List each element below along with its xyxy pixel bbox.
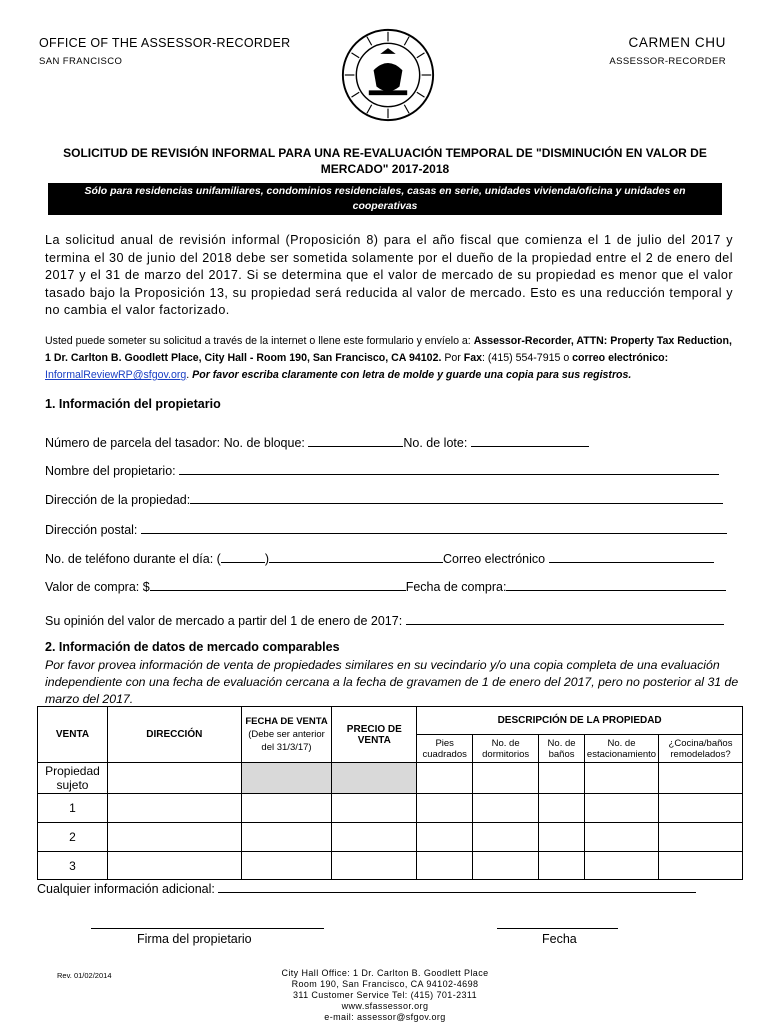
- purchase-date-label: Fecha de compra:: [405, 580, 507, 594]
- footer-line: City Hall Office: 1 Dr. Carlton B. Goodlett Place: [281, 968, 489, 978]
- email-link[interactable]: InformalReviewRP@sfgov.org: [45, 369, 187, 381]
- comparables-table: [37, 706, 743, 880]
- sub-pies: Pies cuadrados: [417, 735, 473, 763]
- block-number-field[interactable]: [308, 434, 403, 447]
- owner-name-field[interactable]: [179, 462, 719, 475]
- cell[interactable]: [332, 823, 417, 852]
- cell[interactable]: [659, 823, 743, 852]
- area-code-field[interactable]: [221, 550, 265, 563]
- col-venta: VENTA: [38, 707, 108, 763]
- mailing-address-row: [45, 521, 727, 537]
- submit-text-1: Usted puede someter su solicitud a través de la internet o llene este formulario y envíelo a:: [45, 335, 474, 347]
- date-signature-line[interactable]: [497, 928, 618, 929]
- sub-banos: No. de baños: [539, 735, 585, 763]
- row-label: 3: [38, 852, 108, 880]
- cell[interactable]: [585, 823, 659, 852]
- office-subtitle: SAN FRANCISCO: [39, 56, 123, 67]
- cell[interactable]: [585, 763, 659, 794]
- office-header: [39, 36, 290, 67]
- email-label: correo electrónico:: [572, 352, 669, 364]
- property-address-field[interactable]: [190, 491, 723, 504]
- phone-close: ): [264, 552, 269, 566]
- section-2-heading: 2. Información de datos de mercado comparables: [45, 640, 340, 654]
- col-fecha-bold: FECHA DE VENTA: [245, 716, 328, 727]
- cell[interactable]: [659, 852, 743, 880]
- additional-info-row: [37, 880, 696, 896]
- table-row: [38, 823, 743, 852]
- cell[interactable]: [417, 852, 473, 880]
- cell[interactable]: [417, 823, 473, 852]
- cell[interactable]: [332, 794, 417, 823]
- opinion-value-field[interactable]: [406, 612, 724, 625]
- purchase-date-field[interactable]: [506, 578, 726, 591]
- row-label: 2: [38, 823, 108, 852]
- footer-line: 311 Customer Service Tel: (415) 701-2311: [292, 990, 478, 1000]
- property-address-label: Dirección de la propiedad:: [45, 493, 191, 507]
- cell[interactable]: [417, 794, 473, 823]
- mailing-address-field[interactable]: [141, 521, 727, 534]
- cell[interactable]: [473, 852, 539, 880]
- row-label: Propiedad sujeto: [38, 763, 108, 794]
- sub-estacionamiento: No. de estacionamiento: [585, 735, 659, 763]
- col-direccion: DIRECCIÓN: [107, 707, 241, 763]
- submission-instructions: [45, 333, 733, 384]
- assessor-name: CARMEN CHU: [628, 35, 726, 50]
- phone-label: No. de teléfono durante el día: (: [45, 552, 221, 566]
- purchase-price-field[interactable]: [150, 578, 406, 591]
- footer-link[interactable]: e-mail: assessor@sfgov.org: [324, 1012, 446, 1022]
- cell[interactable]: [241, 823, 332, 852]
- cell[interactable]: [332, 852, 417, 880]
- cell[interactable]: [585, 794, 659, 823]
- date-label: Fecha: [542, 932, 577, 946]
- row-label: 1: [38, 794, 108, 823]
- owner-signature-label: Firma del propietario: [137, 932, 252, 946]
- cell[interactable]: [539, 763, 585, 794]
- cell[interactable]: [417, 763, 473, 794]
- phone-email-row: [45, 550, 714, 566]
- assessor-title: ASSESSOR-RECORDER: [609, 56, 726, 67]
- parcel-row: [45, 434, 589, 450]
- submit-text-2: Por: [441, 352, 464, 364]
- lot-label: No. de lote:: [403, 436, 471, 450]
- sub-cocina: ¿Cocina/baños remodelados?: [659, 735, 743, 763]
- additional-info-label: Cualquier información adicional:: [37, 882, 219, 896]
- owner-label: Nombre del propietario:: [45, 464, 180, 478]
- lot-number-field[interactable]: [471, 434, 589, 447]
- opinion-label: Su opinión del valor de mercado a partir del 1 de enero de 2017:: [45, 614, 406, 628]
- cell[interactable]: [473, 823, 539, 852]
- cell[interactable]: [473, 794, 539, 823]
- city-seal-icon: [340, 27, 436, 123]
- cell[interactable]: [539, 823, 585, 852]
- col-fecha: [241, 707, 332, 763]
- cell: [332, 763, 417, 794]
- purchase-price-label: Valor de compra: $: [45, 580, 150, 594]
- form-title: SOLICITUD DE REVISIÓN INFORMAL PARA UNA RE-EVALUACIÓN TEMPORAL DE "DISMINUCIÓN EN VALOR DE MERCADO" 2017-2018: [63, 146, 707, 176]
- cell[interactable]: [107, 852, 241, 880]
- cell[interactable]: [473, 763, 539, 794]
- owner-signature-line[interactable]: [91, 928, 324, 929]
- eligibility-band: Sólo para residencias unifamiliares, condominios residenciales, casas en serie, unidades vivienda/oficina y unidades en cooperativas: [48, 183, 722, 215]
- opinion-row: [45, 612, 724, 628]
- section-1-heading: 1. Información del propietario: [45, 397, 221, 411]
- owner-row: [45, 462, 719, 478]
- col-descripcion: DESCRIPCIÓN DE LA PROPIEDAD: [417, 707, 743, 735]
- cell[interactable]: [107, 763, 241, 794]
- cell[interactable]: [241, 852, 332, 880]
- block-label: Número de parcela del tasador: No. de bloque:: [45, 436, 309, 450]
- cell[interactable]: [585, 852, 659, 880]
- cell[interactable]: [659, 763, 743, 794]
- office-title: OFFICE OF THE ASSESSOR-RECORDER: [39, 36, 291, 50]
- cell: [241, 763, 332, 794]
- assessor-header: [609, 35, 726, 67]
- submit-text-3: : (415) 554-7915 o: [482, 352, 573, 364]
- phone-field[interactable]: [269, 550, 443, 563]
- email-field-label: Correo electrónico: [442, 552, 549, 566]
- fax-label: Fax: [463, 352, 483, 364]
- mailing-address-label: Dirección postal:: [45, 523, 141, 537]
- mailing-address: Assessor-Recorder, ATTN: Property Tax Reduction, 1 Dr. Carlton B. Goodlett Place, City Hall - Room 190, San Francisco, CA 94102.: [45, 335, 732, 364]
- footer-line: Room 190, San Francisco, CA 94102-4698: [291, 979, 479, 989]
- cell[interactable]: [539, 794, 585, 823]
- cell[interactable]: [659, 794, 743, 823]
- additional-info-field[interactable]: [218, 880, 696, 893]
- intro-paragraph: La solicitud anual de revisión informal (Proposición 8) para el año fiscal que comienza el 1 de julio del 2017 y termina el 30 de junio del 2018 debe ser sometida solamente por el dueño de la propiedad entre el 2 de enero del 2017 y el 31 de marzo del 2017. Si se determina que el valor de mercado de su propiedad es menor que el valor tasado bajo la Proposición 13, su propiedad será reducida al valor de mercado. Esto es una reducción temporal y no cambia el valor factorizado.: [45, 233, 733, 317]
- col-precio: PRECIO DE VENTA: [332, 707, 417, 763]
- sub-dormitorios: No. de dormitorios: [473, 735, 539, 763]
- footer-contact: [250, 968, 520, 1023]
- footer-link[interactable]: www.sfassessor.org: [341, 1001, 429, 1011]
- cell[interactable]: [107, 794, 241, 823]
- cell[interactable]: [107, 823, 241, 852]
- email-field[interactable]: [549, 550, 714, 563]
- table-row: [38, 763, 743, 794]
- table-row: [38, 852, 743, 880]
- cell[interactable]: [539, 852, 585, 880]
- col-fecha-note: (Debe ser anterior del 31/3/17): [248, 729, 325, 753]
- cell[interactable]: [241, 794, 332, 823]
- section-2-description: Por favor provea información de venta de propiedades similares en su vecindario y/o una copia completa de una evaluación independiente con una fecha de evaluación cercana a la fecha de gravamen de 1 de enero del 2017, pero no posterior al 31 de marzo del 2017.: [45, 658, 739, 706]
- submit-text-4: .: [186, 369, 193, 381]
- table-row: [38, 794, 743, 823]
- property-address-row: [45, 491, 723, 507]
- print-note: Por favor escriba claramente con letra de molde y guarde una copia para sus registros.: [192, 369, 632, 381]
- purchase-row: [45, 578, 726, 594]
- revision-date: Rev. 01/02/2014: [57, 971, 112, 980]
